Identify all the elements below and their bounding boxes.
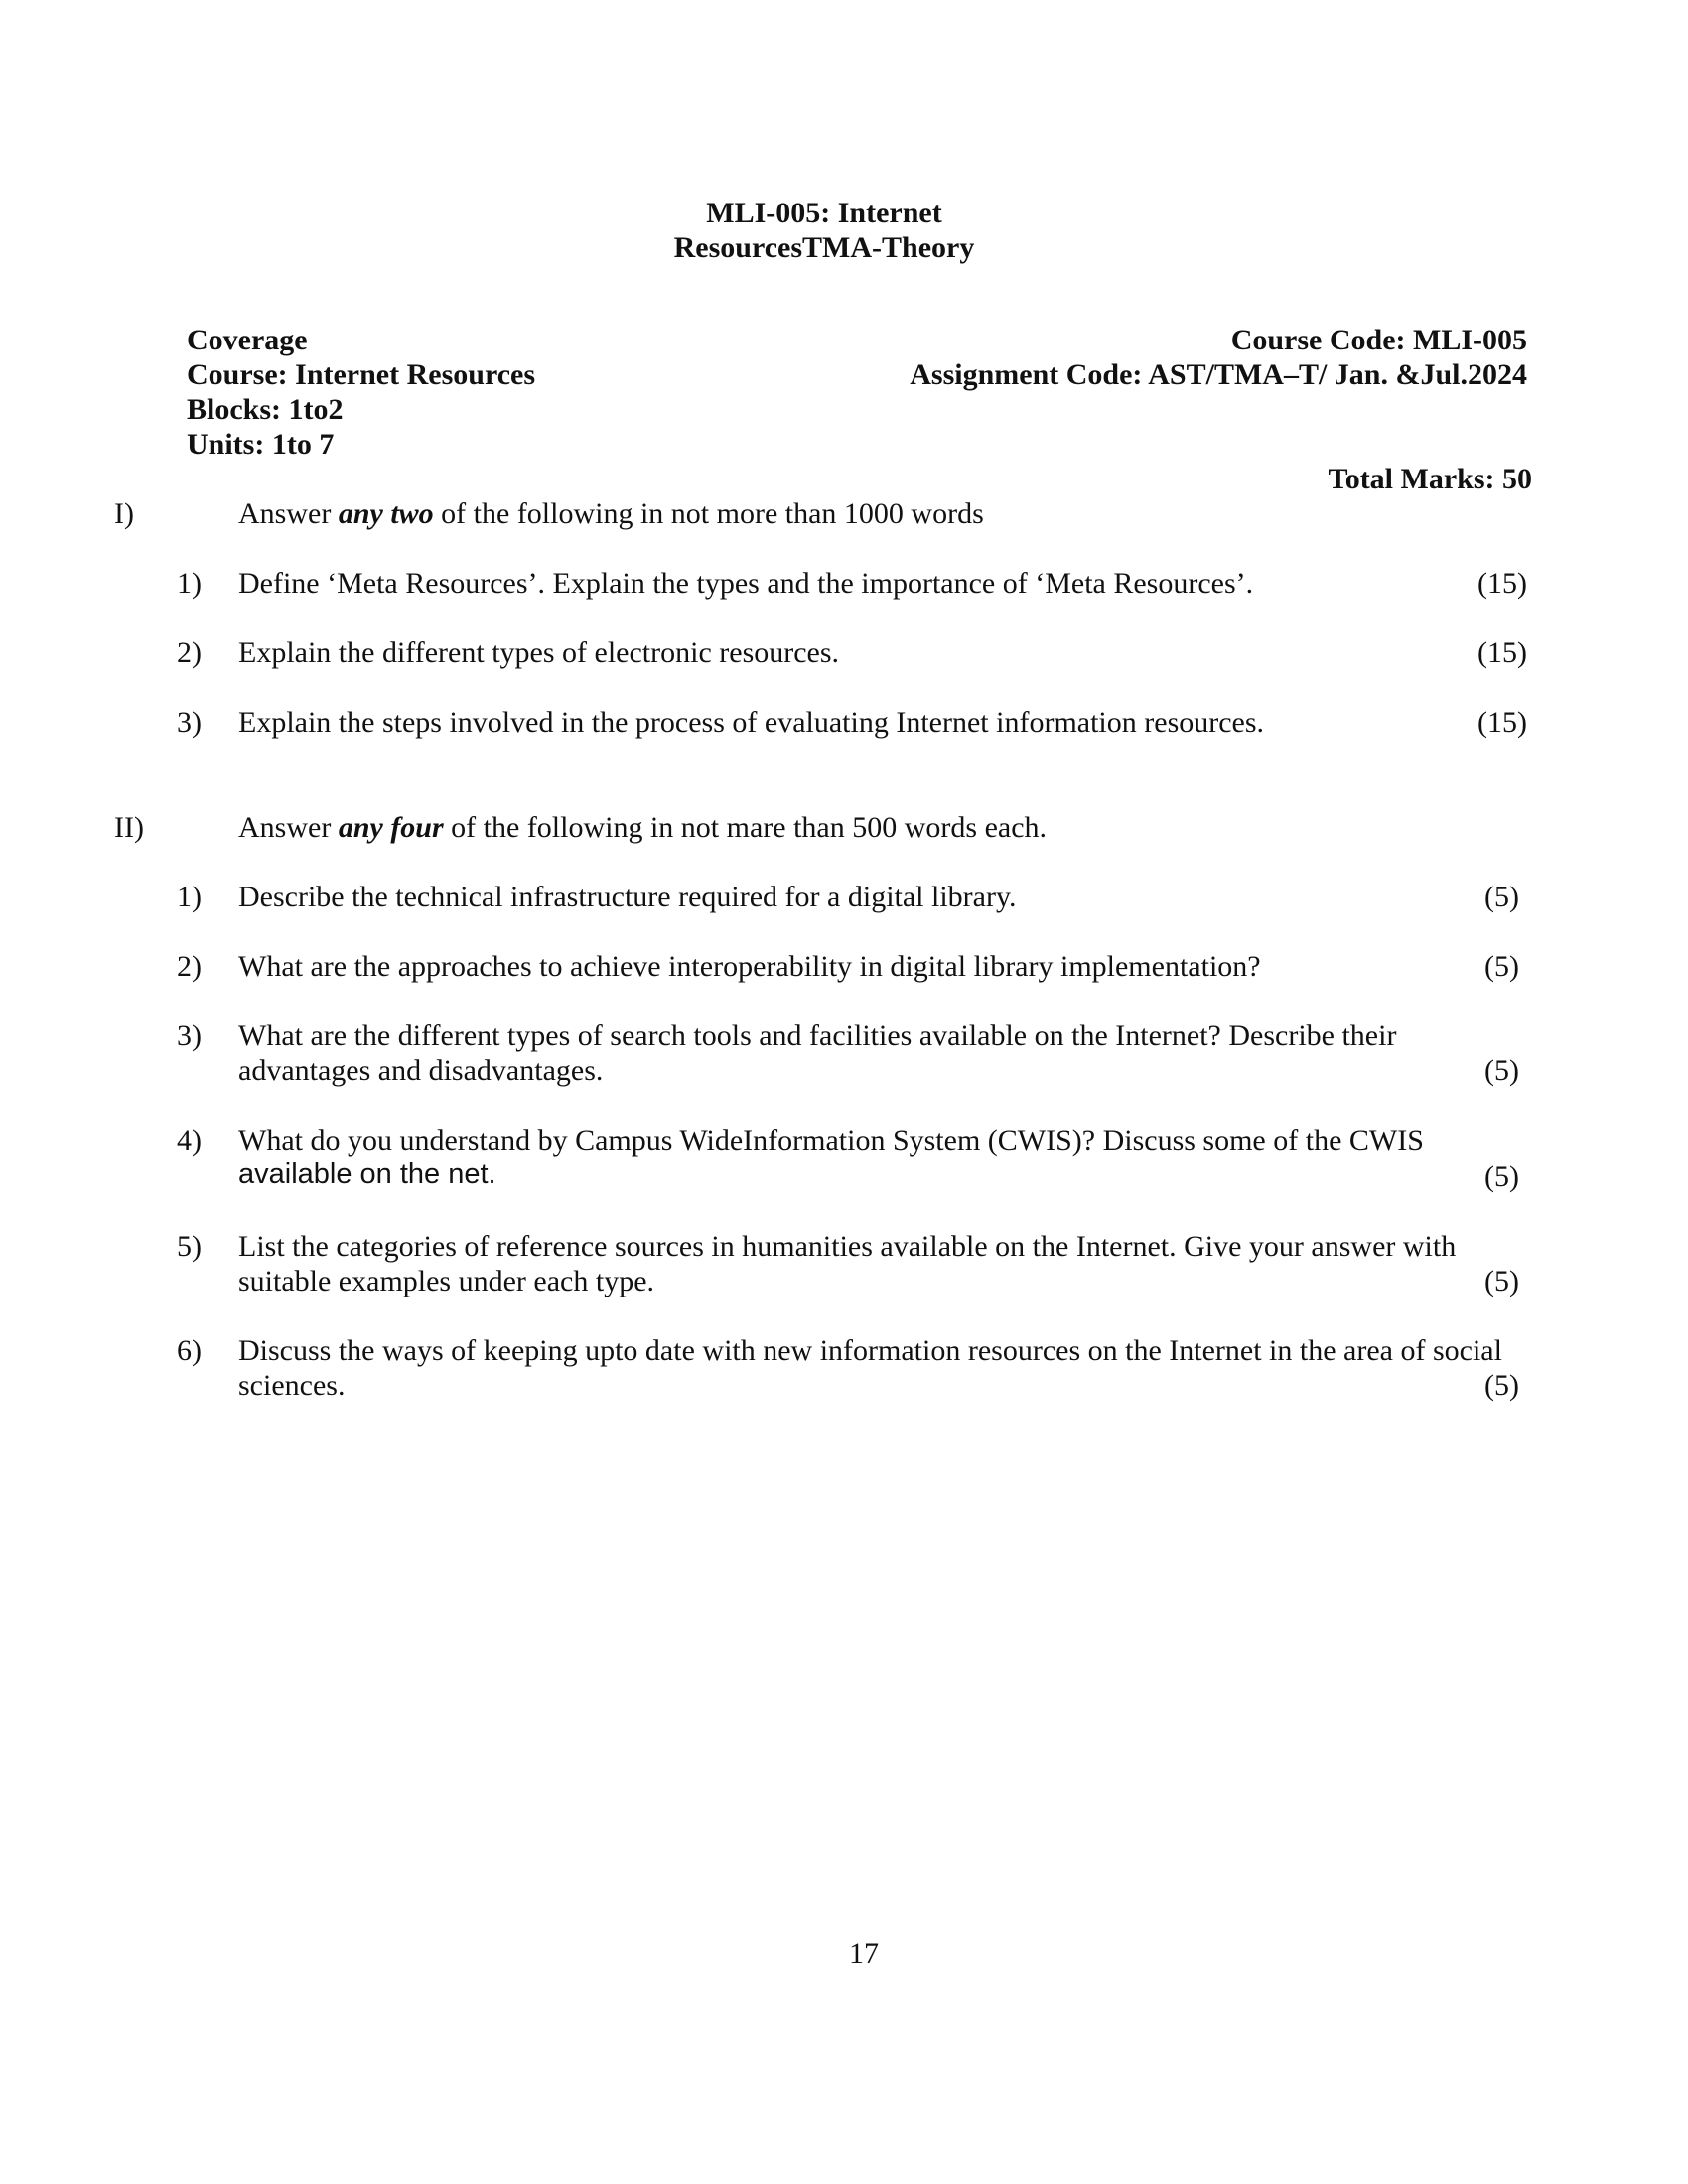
- course-code: Course Code: MLI-005: [1230, 324, 1527, 356]
- total-marks: Total Marks: 50: [1328, 463, 1532, 495]
- s2-q5-number: 5): [177, 1230, 202, 1263]
- section-1-instruction: Answer any two of the following in not more than 1000 words: [238, 497, 984, 530]
- s2-q6-text-line2: sciences.: [238, 1369, 346, 1402]
- page-number: 17: [849, 1937, 879, 1970]
- s1-q1-number: 1): [177, 567, 202, 600]
- s2-q2-marks: (5): [1484, 950, 1519, 983]
- s2-q4-text-line2: available on the net.: [238, 1159, 496, 1190]
- s2-q3-number: 3): [177, 1020, 202, 1052]
- s1-q1-marks: (15): [1477, 567, 1527, 600]
- s2-q6-text-line1: Discuss the ways of keeping upto date with new information resources on the Internet in the area of social: [238, 1334, 1502, 1367]
- s2-q4-text-line1: What do you understand by Campus WideInformation System (CWIS)? Discuss some of the CWIS: [238, 1124, 1424, 1157]
- assignment-code: Assignment Code: AST/TMA–T/ Jan. &Jul.2024: [910, 358, 1527, 391]
- s2-q3-text-line2: advantages and disadvantages.: [238, 1054, 604, 1087]
- s1-q3-number: 3): [177, 706, 202, 739]
- s2-q1-text: Describe the technical infrastructure required for a digital library.: [238, 881, 1017, 913]
- s2-q3-text-line1: What are the different types of search tools and facilities available on the Internet? Describe their: [238, 1020, 1397, 1052]
- s2-q3-marks: (5): [1484, 1054, 1519, 1087]
- s2-q5-text-line2: suitable examples under each type.: [238, 1265, 655, 1297]
- s1-q1-text: Define ‘Meta Resources’. Explain the types and the importance of ‘Meta Resources’.: [238, 567, 1254, 600]
- s2-q1-marks: (5): [1484, 881, 1519, 913]
- s2-q6-marks: (5): [1484, 1369, 1519, 1402]
- page-title-line2: ResourcesTMA-Theory: [673, 231, 975, 264]
- s1-q3-text: Explain the steps involved in the process of evaluating Internet information resources.: [238, 706, 1265, 739]
- coverage-units: Units: 1to 7: [187, 428, 335, 461]
- s1-q2-number: 2): [177, 636, 202, 669]
- s2-q4-marks: (5): [1484, 1160, 1519, 1193]
- s2-q4-number: 4): [177, 1124, 202, 1157]
- section-2-numeral: II): [114, 811, 144, 844]
- s1-q2-marks: (15): [1477, 636, 1527, 669]
- section-1-numeral: I): [114, 497, 134, 530]
- s2-q1-number: 1): [177, 881, 202, 913]
- section-2-instruction: Answer any four of the following in not mare than 500 words each.: [238, 811, 1048, 844]
- s2-q5-text-line1: List the categories of reference sources in humanities available on the Internet. Give your answer with: [238, 1230, 1457, 1263]
- s2-q6-number: 6): [177, 1334, 202, 1367]
- coverage-blocks: Blocks: 1to2: [187, 393, 344, 426]
- s1-q3-marks: (15): [1477, 706, 1527, 739]
- s2-q2-number: 2): [177, 950, 202, 983]
- s2-q2-text: What are the approaches to achieve interoperability in digital library implementation?: [238, 950, 1261, 983]
- s1-q2-text: Explain the different types of electronic resources.: [238, 636, 840, 669]
- s2-q5-marks: (5): [1484, 1265, 1519, 1297]
- coverage-course: Course: Internet Resources: [187, 358, 536, 391]
- coverage-heading: Coverage: [187, 324, 308, 356]
- page-title-line1: MLI-005: Internet: [706, 197, 942, 229]
